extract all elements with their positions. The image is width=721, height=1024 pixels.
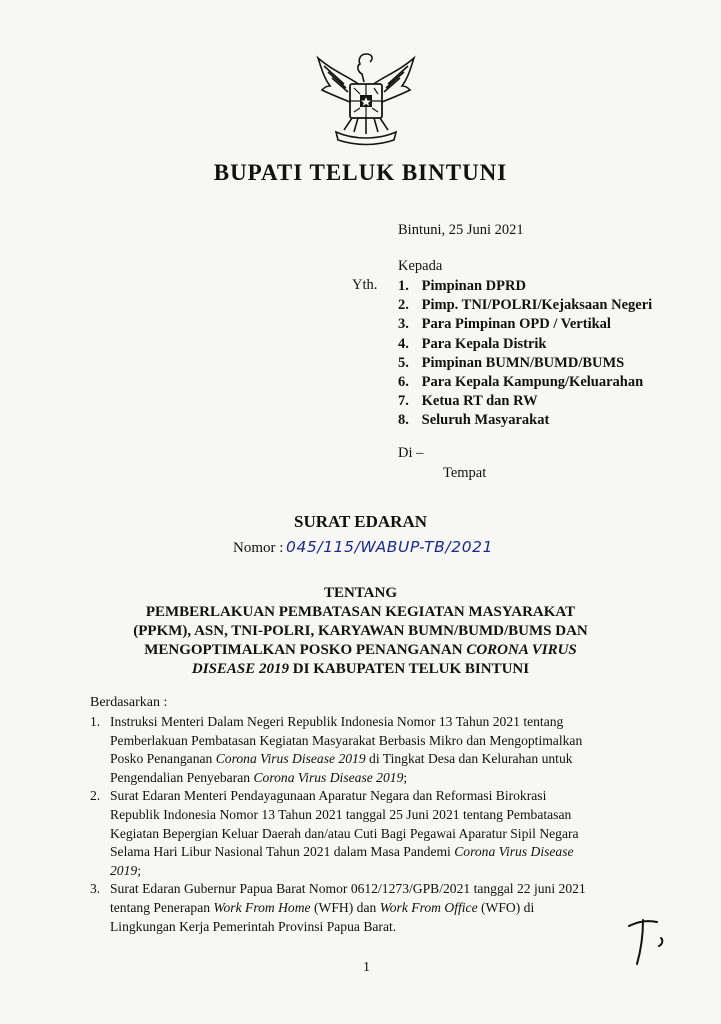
subject-line: PEMBERLAKUAN PEMBATASAN KEGIATAN MASYARAKAT	[145, 604, 576, 620]
page-number: 1	[363, 960, 370, 975]
yth-label: Yth.	[352, 277, 378, 293]
basis-item: 2. Surat Edaran Menteri Pendayagunaan Aparatur Negara dan Reformasi Birokrasi Republik Indonesia Nomor 13 Tahun 2021 tanggal 25 Juni 2021 tentang Pembatasan Kegiatan Bepergian Keluar Daerah dan/atau Cuti Bagi Pegawai Aparatur Sipil Negara Selama Hari Libur Nasional Tahun 2021 dalam Masa Pandemi Corona Virus Disease 2019;	[90, 788, 579, 878]
recipient-item: 2. Pimp. TNI/POLRI/Kejaksaan Negeri	[398, 297, 653, 314]
basis-list	[90, 713, 642, 936]
kepada-label: Kepada	[398, 258, 443, 274]
basis-item: 3. Surat Edaran Gubernur Papua Barat Nomor 0612/1273/GPB/2021 tanggal 22 juni 2021 tentang Penerapan Work From Home (WFH) dan Work From Office (WFO) di Lingkungan Kerja Pemerintah Provinsi Papua Barat.	[90, 881, 586, 934]
nomor-label: Nomor :	[233, 540, 284, 556]
tentang-label: TENTANG	[323, 585, 398, 601]
recipient-item: 7. Ketua RT dan RW	[398, 393, 538, 410]
paraf-initial-icon	[623, 912, 669, 968]
recipient-item: 1. Pimpinan DPRD	[398, 278, 526, 294]
recipient-item: 5. Pimpinan BUMN/BUMD/BUMS	[398, 354, 625, 371]
basis-item: 1. Instruksi Menteri Dalam Negeri Republik Indonesia Nomor 13 Tahun 2021 tentang Pemberlakuan Pembatasan Kegiatan Masyarakat Berbasis Mikro dan Mengoptimalkan Posko Penanganan Corona Virus Disease 2019 di Tingkat Desa dan Kelurahan untuk Pengendalian Penyebaran Corona Virus Disease 2019;	[90, 714, 583, 785]
circular-title: SURAT EDARAN	[293, 512, 428, 531]
basis-label: Berdasarkan :	[90, 695, 168, 710]
recipient-item: 4. Para Kepala Distrik	[398, 335, 547, 352]
nomor-handwritten-value: 045/115/WABUP-TB/2021	[286, 538, 494, 556]
tempat-label: Tempat	[443, 465, 487, 481]
di-label: Di –	[398, 445, 424, 461]
letter-date: Bintuni, 25 Juni 2021	[398, 222, 524, 238]
subject-line: MENGOPTIMALKAN POSKO PENANGANAN CORONA VIRUS	[144, 642, 577, 658]
recipient-list	[398, 277, 652, 431]
subject-line: (PPKM), ASN, TNI-POLRI, KARYAWAN BUMN/BUMD/BUMS DAN	[133, 623, 588, 639]
recipient-item: 6. Para Kepala Kampung/Keluarahan	[398, 374, 644, 391]
subject-block	[0, 584, 721, 679]
recipient-item: 3. Para Pimpinan OPD / Vertikal	[398, 316, 611, 333]
subject-line: DISEASE 2019 DI KABUPATEN TELUK BINTUNI	[191, 661, 530, 677]
regent-title: BUPATI TELUK BINTUNI	[213, 160, 508, 185]
recipient-item: 8. Seluruh Masyarakat	[398, 412, 550, 429]
garuda-emblem-icon	[314, 48, 418, 148]
